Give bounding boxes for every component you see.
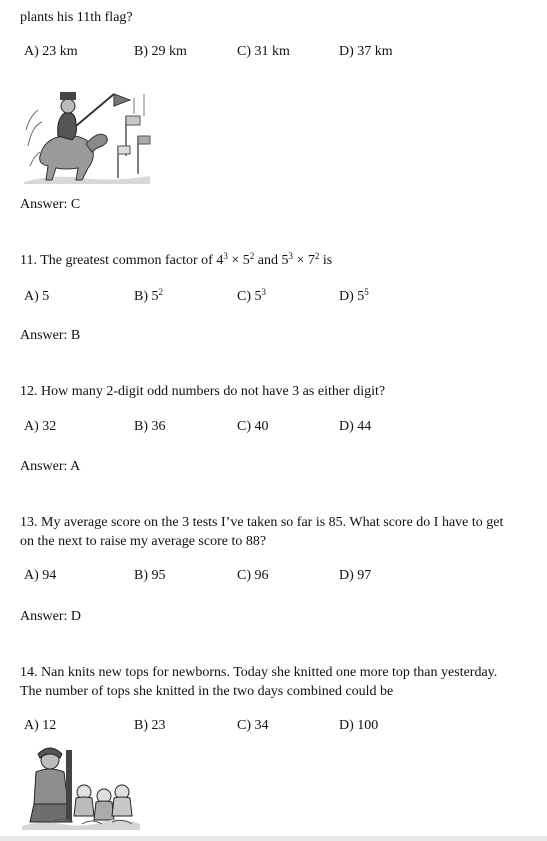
knitting-illustration bbox=[22, 742, 140, 830]
q11-option-c: C) $5^3$ bbox=[237, 287, 266, 304]
q12-question: 12. How many 2-digit odd numbers do not have 3 as either digit? bbox=[20, 384, 386, 399]
q11-option-d: D) $5^5$ bbox=[339, 287, 369, 304]
q10-option-a: A) 23 km bbox=[24, 44, 78, 59]
q13-question-line1: 13. My average score on the 3 tests I’ve taken so far is 85. What score do I have to get bbox=[20, 515, 504, 530]
knight-illustration bbox=[22, 86, 154, 186]
q11-answer: Answer: B bbox=[20, 328, 81, 343]
q10-option-d: D) 37 km bbox=[339, 44, 393, 59]
q13-answer: Answer: D bbox=[20, 609, 82, 624]
q13-option-a: A) 94 bbox=[24, 568, 57, 583]
q14-option-c: C) 34 bbox=[237, 718, 269, 733]
q12-option-d: D) 44 bbox=[339, 419, 372, 434]
q12-option-c: C) 40 bbox=[237, 419, 269, 434]
q11-question: 11. The greatest common factor of $4^3 \times 5^2$ and $5^3 \times 7^2$ is bbox=[20, 251, 333, 268]
q11-option-b: B) $5^2$ bbox=[134, 287, 163, 304]
bottom-divider bbox=[0, 836, 547, 841]
q10-text-tail: plants his 11th flag? bbox=[20, 10, 133, 25]
q14-option-a: A) 12 bbox=[24, 718, 57, 733]
q10-option-c: C) 31 km bbox=[237, 44, 290, 59]
q10-answer: Answer: C bbox=[20, 197, 81, 212]
q14-option-d: D) 100 bbox=[339, 718, 379, 733]
q12-option-b: B) 36 bbox=[134, 419, 166, 434]
q14-option-b: B) 23 bbox=[134, 718, 166, 733]
q13-option-d: D) 97 bbox=[339, 568, 372, 583]
q13-option-c: C) 96 bbox=[237, 568, 269, 583]
q14-question-line1: 14. Nan knits new tops for newborns. Today she knitted one more top than yesterday. bbox=[20, 665, 498, 680]
q13-question-line2: on the next to raise my average score to 88? bbox=[20, 534, 267, 549]
q14-question-line2: The number of tops she knitted in the two days combined could be bbox=[20, 684, 394, 699]
q12-option-a: A) 32 bbox=[24, 419, 57, 434]
q11-option-a: A) 5 bbox=[24, 289, 50, 304]
q10-option-b: B) 29 km bbox=[134, 44, 187, 59]
q13-option-b: B) 95 bbox=[134, 568, 166, 583]
q12-answer: Answer: A bbox=[20, 459, 81, 474]
